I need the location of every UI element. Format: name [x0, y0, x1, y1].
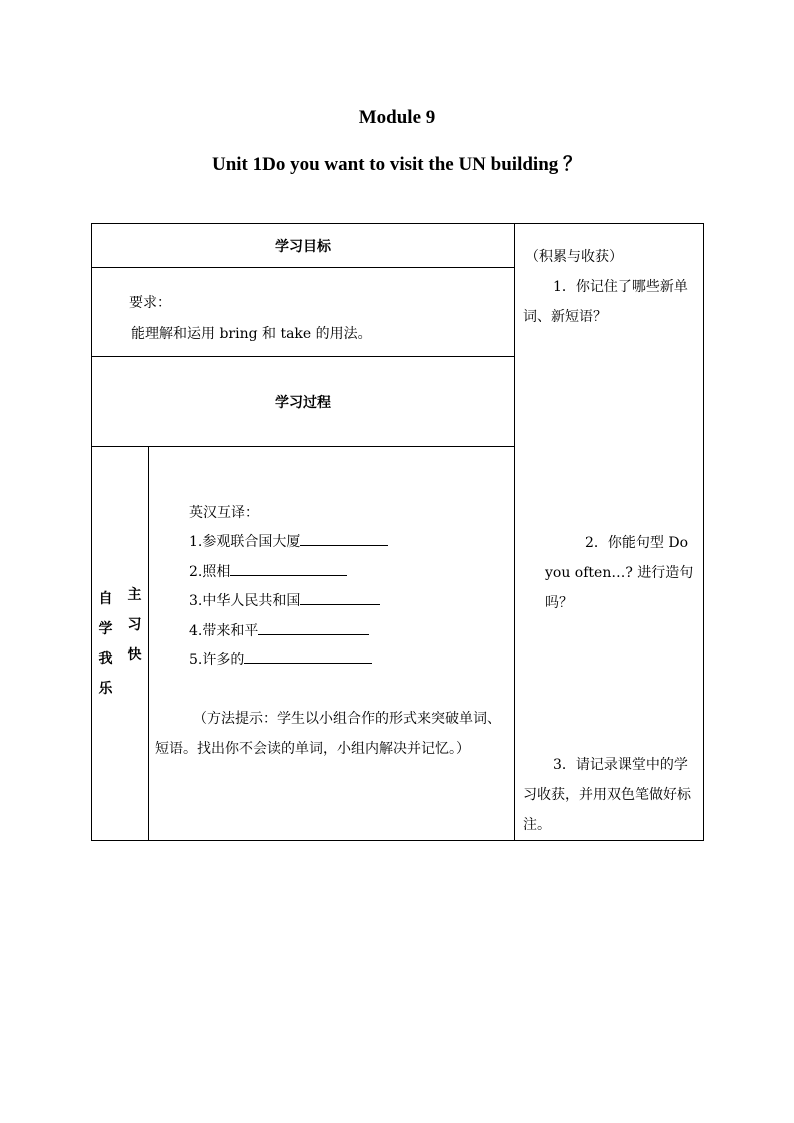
exercise-cell: [149, 446, 515, 840]
exercise-item: 3.中华人民共和国: [189, 587, 508, 617]
label-char: 乐: [98, 681, 113, 698]
exercise-item: 5.许多的: [189, 646, 508, 676]
process-heading: 学习过程: [92, 357, 515, 446]
label-char: 学: [98, 621, 113, 638]
section-label: [92, 446, 149, 840]
answer-blank[interactable]: [300, 528, 388, 546]
notes-question-3: 3．请记录课堂中的学习收获，并用双色笔做好标注。: [523, 757, 691, 833]
answer-blank[interactable]: [230, 558, 347, 576]
requirement-label: 要求：: [129, 295, 171, 312]
notes-question-1: 1．你记住了哪些新单词、新短语？: [523, 279, 688, 325]
label-char: 自: [98, 591, 113, 608]
exercise-item: 1.参观联合国大厦: [189, 528, 508, 558]
module-title: Module 9: [358, 107, 436, 128]
requirement-text: 能理解和运用 bring 和 take 的用法。: [131, 326, 372, 343]
method-tip: （方法提示：学生以小组合作的形式来突破单词、短语。找出你不会读的单词，小组内解决并记忆。）: [155, 710, 501, 757]
label-char: 我: [98, 651, 113, 668]
unit-title: Unit 1Do you want to visit the UN building ？: [211, 154, 583, 175]
label-char: 主: [127, 587, 142, 604]
label-char: 快: [127, 647, 142, 664]
exercise-item: 2.照相: [189, 558, 508, 588]
notes-column: [515, 224, 704, 841]
label-char: 习: [127, 617, 142, 634]
notes-question-2: 2．你能句型 Do you often…? 进行造句吗？: [545, 535, 694, 611]
exercise-intro: 英汉互译：: [189, 504, 259, 521]
goal-heading: 学习目标: [92, 224, 515, 268]
answer-blank[interactable]: [258, 617, 369, 635]
requirement-cell: [92, 268, 515, 357]
exercise-item: 4.带来和平: [189, 617, 508, 647]
study-table: [91, 223, 704, 841]
answer-blank[interactable]: [300, 587, 380, 605]
notes-header: （积累与收获）: [525, 249, 623, 265]
answer-blank[interactable]: [244, 646, 372, 664]
